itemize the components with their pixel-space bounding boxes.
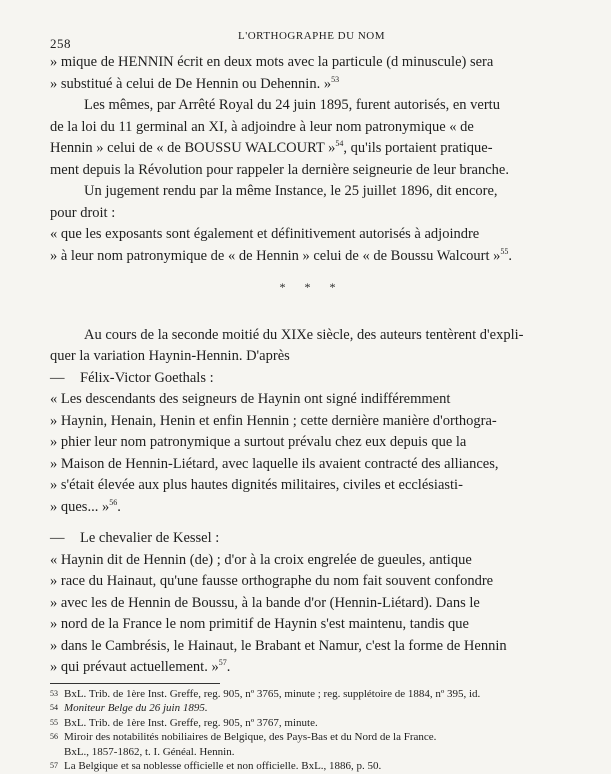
- footnote-number: 54: [50, 703, 58, 712]
- footnote-number: 56: [50, 732, 58, 741]
- quote-line: « Les descendants des seigneurs de Haynin ont signé indifféremment: [50, 391, 451, 407]
- footnote: 56 Miroir des notabilités nobiliaires de Belgique, des Pays-Bas et du Nord de la France.: [50, 731, 437, 743]
- footnote-ref: 57: [218, 658, 227, 668]
- quote-line: » qui prévaut actuellement. »$^{57}$.: [50, 658, 231, 675]
- quote-line: » Maison de Hennin-Liétard, avec laquelle ils avaient contracté des alliances,: [50, 455, 499, 472]
- section-separator: * * *: [279, 280, 344, 294]
- quote-line: « Haynin dit de Hennin (de) ; d'or à la croix engrelée de gueules, antique: [50, 551, 472, 568]
- footnote: 54 Moniteur Belge du 26 juin 1895.: [50, 702, 208, 714]
- footnote-ref: 53: [331, 74, 340, 84]
- footnote-ref: 54: [335, 139, 344, 149]
- author-line: — Félix-Victor Goethals :: [50, 368, 573, 390]
- quote-line: « que les exposants sont également et définitivement autorisés à adjoindre: [50, 226, 480, 242]
- quote-line: » nord de la France le nom primitif de Haynin s'est maintenu, tandis que: [50, 616, 469, 632]
- footnote: 57 La Belgique et sa noblesse officielle et non officielle. BxL., 1886, p. 50.: [50, 760, 382, 772]
- text-line: quer la variation Haynin-Hennin. D'après: [50, 348, 290, 364]
- text-line: de la loi du 11 germinal an XI, à adjoindre à leur nom patronymique « de: [50, 118, 474, 135]
- text-line: ment depuis la Révolution pour rappeler la dernière seigneurie de leur branche.: [50, 161, 509, 178]
- page-number: 258: [50, 36, 71, 51]
- dash-marker: —: [50, 369, 65, 386]
- dash-marker: —: [50, 530, 65, 546]
- quote-line: » à leur nom patronymique de « de Hennin » celui de « de Boussu Walcourt »$^{55}$.: [50, 246, 513, 264]
- quote-line: » s'était élevée aux plus hautes dignités militaires, civiles et ecclésiasti-: [50, 477, 463, 493]
- footnote-ref: 56: [109, 497, 118, 507]
- text-line: pour droit :: [50, 204, 116, 221]
- text-line: Hennin » celui de « de BOUSSU WALCOURT »$^{54}$, qu'ils portaient pratique-: [50, 139, 493, 156]
- text-line: » mique de HENNIN écrit en deux mots avec la particule (d minuscule) sera: [50, 54, 494, 70]
- text-line: Les mêmes, par Arrêté Royal du 24 juin 1895, furent autorisés, en vertu: [84, 97, 500, 113]
- footnote: 53 BxL. Trib. de 1ère Inst. Greffe, reg. 905, nº 3765, minute ; reg. supplétoire de 1884, nº 395, id.: [50, 687, 481, 700]
- footnote-number: 55: [50, 717, 58, 727]
- body-text: [50, 52, 573, 679]
- footnote: 55 BxL. Trib. de 1ère Inst. Greffe, reg. 905, nº 3767, minute.: [50, 716, 318, 729]
- author-line: — Le chevalier de Kessel :: [50, 528, 573, 550]
- running-title: L'ORTHOGRAPHE DU NOM: [238, 30, 385, 42]
- quote-line: » ques... »$^{56}$.: [50, 497, 121, 515]
- quote-line: » dans le Cambrésis, le Hainaut, le Brabant et Namur, c'est la forme de Hennin: [50, 637, 507, 654]
- footnote-continuation: BxL., 1857-1862, t. I. Généal. Hennin.: [64, 745, 235, 758]
- footnote-ref: 55: [500, 246, 509, 256]
- text-line: Au cours de la seconde moitié du XIXe siècle, des auteurs tentèrent d'expli-: [84, 326, 524, 343]
- footnote-number: 53: [50, 688, 58, 698]
- quote-line: » phier leur nom patronymique a surtout prévalu chez eux depuis que la: [50, 434, 467, 450]
- text-line: » substitué à celui de De Hennin ou Dehennin. »$^{53}$: [50, 74, 340, 92]
- footnote-rule: [50, 683, 220, 684]
- quote-line: » race du Hainaut, qu'une fausse orthographe du nom fait souvent confondre: [50, 573, 494, 589]
- quote-line: » Haynin, Henain, Henin et enfin Hennin ; cette dernière manière d'orthogra-: [50, 412, 497, 429]
- page-header: [50, 30, 573, 52]
- footnote-number: 57: [50, 761, 58, 770]
- quote-line: » avec les de Hennin de Boussu, à la bande d'or (Hennin-Liétard). Dans le: [50, 594, 480, 611]
- text-line: Un jugement rendu par la même Instance, le 25 juillet 1896, dit encore,: [84, 183, 498, 199]
- footnotes: [50, 687, 573, 774]
